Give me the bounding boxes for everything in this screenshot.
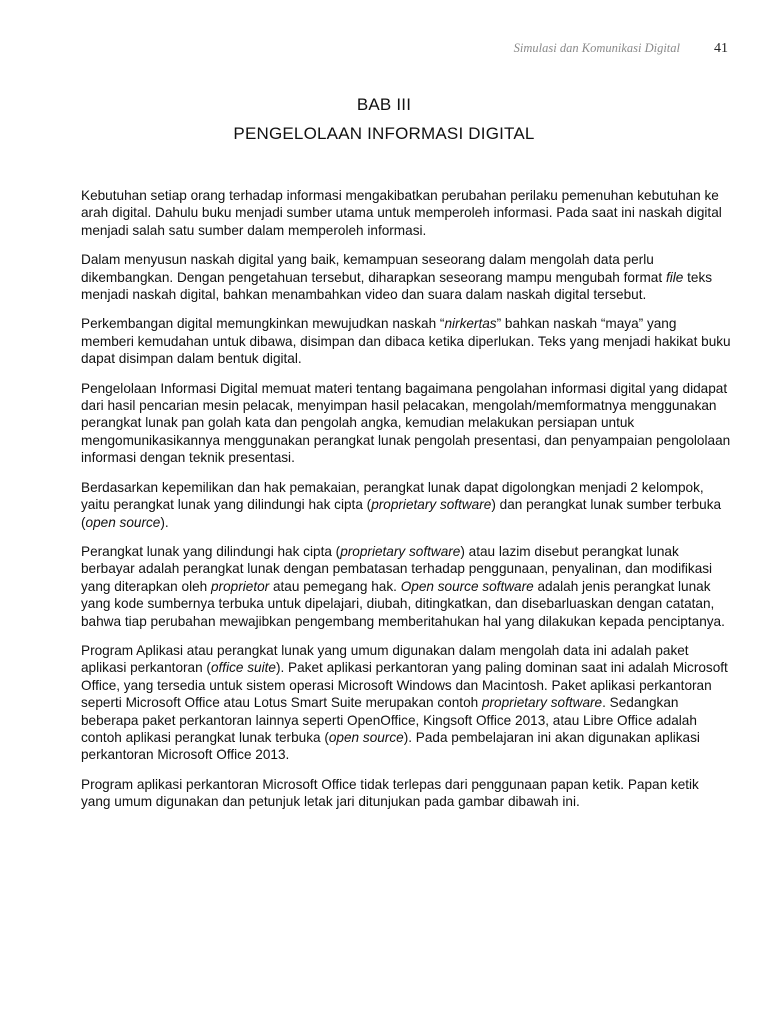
italic-term: proprietary software — [340, 543, 461, 559]
text-run: ) dan perangkat lunak sumber terbuka ( — [81, 497, 722, 530]
italic-term: proprietary software — [481, 695, 603, 711]
paragraph — [81, 187, 731, 239]
text-run: Pengelolaan Informasi Digital memuat materi tentang bagaimana pengolahan informasi digital yang didapat dari hasil pencarian mesin pelacak, menyimpan hasil pelacakan, mengolah/memformatnya menggunakan perangkat lunak pan golah kata dan pengolah angka, kemudian melakukan persiapan untuk mengomunikasikannya menggunakan perangkat lunak pengolah presentasi, dan penyampaian pengololaan informasi dengan teknik presentasi. — [81, 380, 731, 466]
text-run: Dalam menyusun naskah digital yang baik, kemampuan seseorang dalam mengolah data perlu dikembangkan. Dengan pengetahuan tersebut, diharapkan seseorang mampu mengubah format — [81, 252, 666, 285]
text-run: Perangkat lunak yang dilindungi hak cipta ( — [81, 543, 341, 559]
chapter-title: PENGELOLAAN INFORMASI DIGITAL — [233, 124, 535, 143]
paragraph — [81, 251, 731, 303]
italic-term: proprietor — [211, 578, 270, 594]
text-run: teks menjadi naskah digital, bahkan menambahkan video dan suara dalam naskah digital tersebut. — [81, 269, 713, 303]
text-run: ). — [160, 514, 169, 530]
italic-term: Open source software — [400, 578, 534, 594]
text-run: ). Paket aplikasi perkantoran yang paling dominan saat ini adalah Microsoft Office, yang tersedia untuk sistem operasi Microsoft Windows dan Macintosh. Paket aplikasi perkantoran seperti Microsoft Office atau Lotus Smart Suite merupakan contoh — [81, 660, 728, 711]
running-header-title: Simulasi dan Komunikasi Digital — [513, 41, 680, 55]
italic-term: proprietary software — [371, 497, 492, 513]
text-run: ). Pada pembelajaran ini akan digunakan aplikasi perkantoran Microsoft Office 2013. — [81, 729, 700, 763]
paragraph — [81, 776, 731, 811]
text-run: adalah jenis perangkat lunak yang kode sumbernya terbuka untuk dipelajari, diubah, ditingkatkan, dan disebarluaskan dengan catatan, bahwa tiap perubahan mewajibkan pengembang memberitahukan hal yang dilakukan kepada penciptanya. — [81, 578, 725, 629]
text-run: Program Aplikasi atau perangkat lunak yang umum digunakan dalam mengolah data ini adalah paket aplikasi perkantoran ( — [81, 642, 689, 676]
text-run: Berdasarkan kepemilikan dan hak pemakaian, perangkat lunak dapat digolongkan menjadi 2 kelompok, yaitu perangkat lunak yang dilindungi hak cipta ( — [81, 479, 704, 513]
text-run: . Sedangkan beberapa paket perkantoran lainnya seperti OpenOffice, Kingsoft Office 2013, atau Libre Office adalah contoh aplikasi perangkat lunak terbuka ( — [81, 695, 697, 745]
paragraph — [81, 642, 731, 764]
italic-term: office suite — [210, 660, 276, 676]
paragraph — [81, 315, 731, 367]
running-header — [514, 41, 728, 57]
text-run: Program aplikasi perkantoran Microsoft Office tidak terlepas dari penggunaan papan ketik. Papan ketik yang umum digunakan dan petunjuk letak jari ditunjukan pada gambar dibawah ini. — [81, 776, 699, 810]
text-run: Perkembangan digital memungkinkan mewujudkan naskah “ — [81, 316, 445, 332]
text-run: atau pemegang hak. — [269, 578, 401, 594]
italic-term: open source — [328, 729, 404, 745]
chapter-label: BAB III — [356, 95, 412, 114]
paragraph — [81, 543, 731, 630]
italic-term: open source — [85, 514, 161, 530]
italic-term: file — [665, 269, 684, 285]
text-run: ) atau lazim disebut perangkat lunak berbayar adalah perangkat lunak dengan pembatasan terhadap penggunaan, penyalinan, dan modifikasi yang diterapkan oleh — [81, 543, 713, 594]
italic-term: nirkertas — [444, 316, 497, 332]
text-run: ” bahkan naskah “maya” yang memberi kemudahan untuk dibawa, disimpan dan dibaca ketika diperlukan. Teks yang menjadi hakikat buku dapat disimpan dalam bentuk digital. — [81, 316, 731, 367]
paragraph — [81, 380, 731, 467]
text-run: Kebutuhan setiap orang terhadap informasi mengakibatkan perubahan perilaku pemenuhan kebutuhan ke arah digital. Dahulu buku menjadi sumber utama untuk memperoleh informasi. Pada saat ini naskah digital menjadi salah satu sumber dalam memperoleh informasi. — [81, 188, 722, 238]
body-text — [81, 187, 731, 823]
paragraph — [81, 479, 731, 531]
page-number: 41 — [714, 41, 728, 56]
